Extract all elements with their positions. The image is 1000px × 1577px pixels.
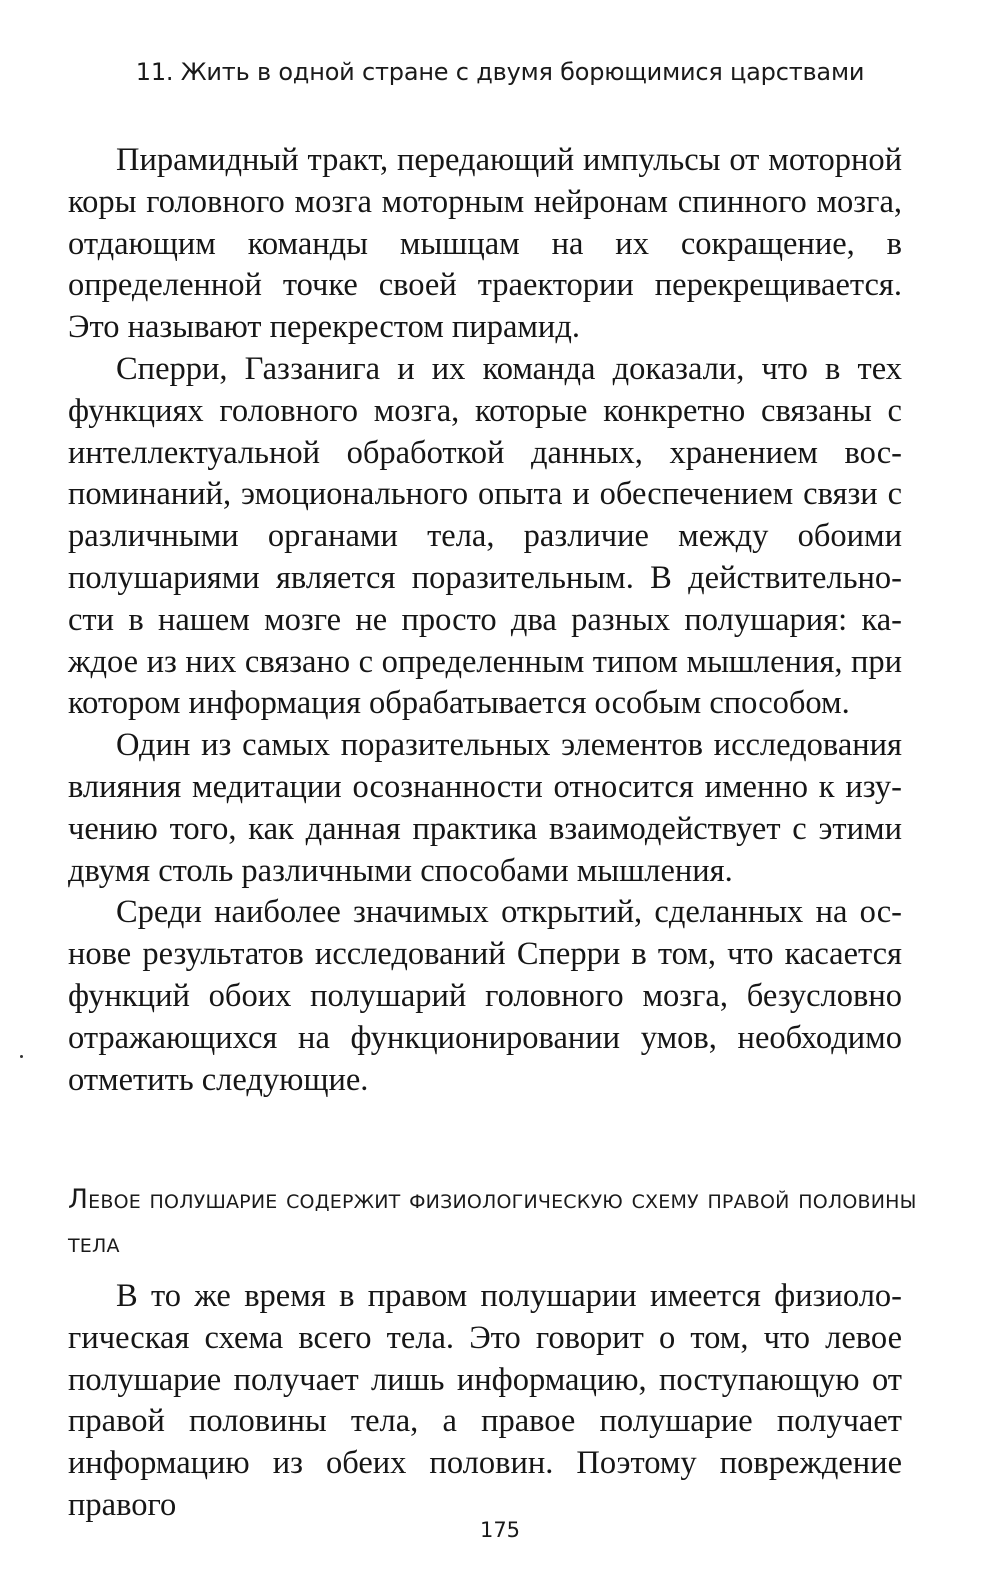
print-speck (20, 1055, 23, 1058)
paragraph: Один из самых поразительных элементов исследования влияния медитации осознанности относится именно к изучению того, как данная практика взаимодействует с этими двумя столь различными способами мышления. (68, 727, 902, 889)
section-heading: Левое полушарие содержит физиологическую схему правой половины тела (68, 1184, 917, 1259)
paragraph: Пирамидный тракт, передающий импульсы от моторной коры головного мозга моторным нейронам спинного мозга, отдающим команды мышцам на их сокращение, в определенной точке своей траектории перекрещивается. Это называют перекрестом пирамид. (68, 142, 902, 346)
body-text-section-continued (68, 1276, 902, 1527)
page-number: 175 (479, 1518, 521, 1542)
paragraph: Сперри, Газзанига и их команда доказали, что в тех функциях головного мозга, которые конкретно связаны с интеллектуальной обработкой данных, хранением воспоминаний, эмоционального опыта и обеспечением связи с различными органами тела, различие между обоими полушариями является поразительным. В действительности в нашем мозге не просто два разных полушария: каждое из них связано с определенным типом мышления, при котором информация обрабатывается особым способом. (68, 350, 902, 722)
paragraph: В то же время в правом полушарии имеется физиологическая схема всего тела. Это говорит о том, что левое полушарие получает лишь информацию, поступающую от правой половины тела, а правое полушарие получает информацию из обеих половин. Поэтому повреждение правого (68, 1278, 902, 1523)
running-head: 11. Жить в одной стране с двумя борющимися царствами (135, 58, 865, 86)
paragraph: Среди наиболее значимых открытий, сделанных на основе результатов исследований Сперри в том, что касается функций обоих полушарий головного мозга, безусловно отражающихся на функционировании умов, необходимо отметить следующие. (68, 894, 902, 1098)
body-text-section (68, 140, 902, 1101)
